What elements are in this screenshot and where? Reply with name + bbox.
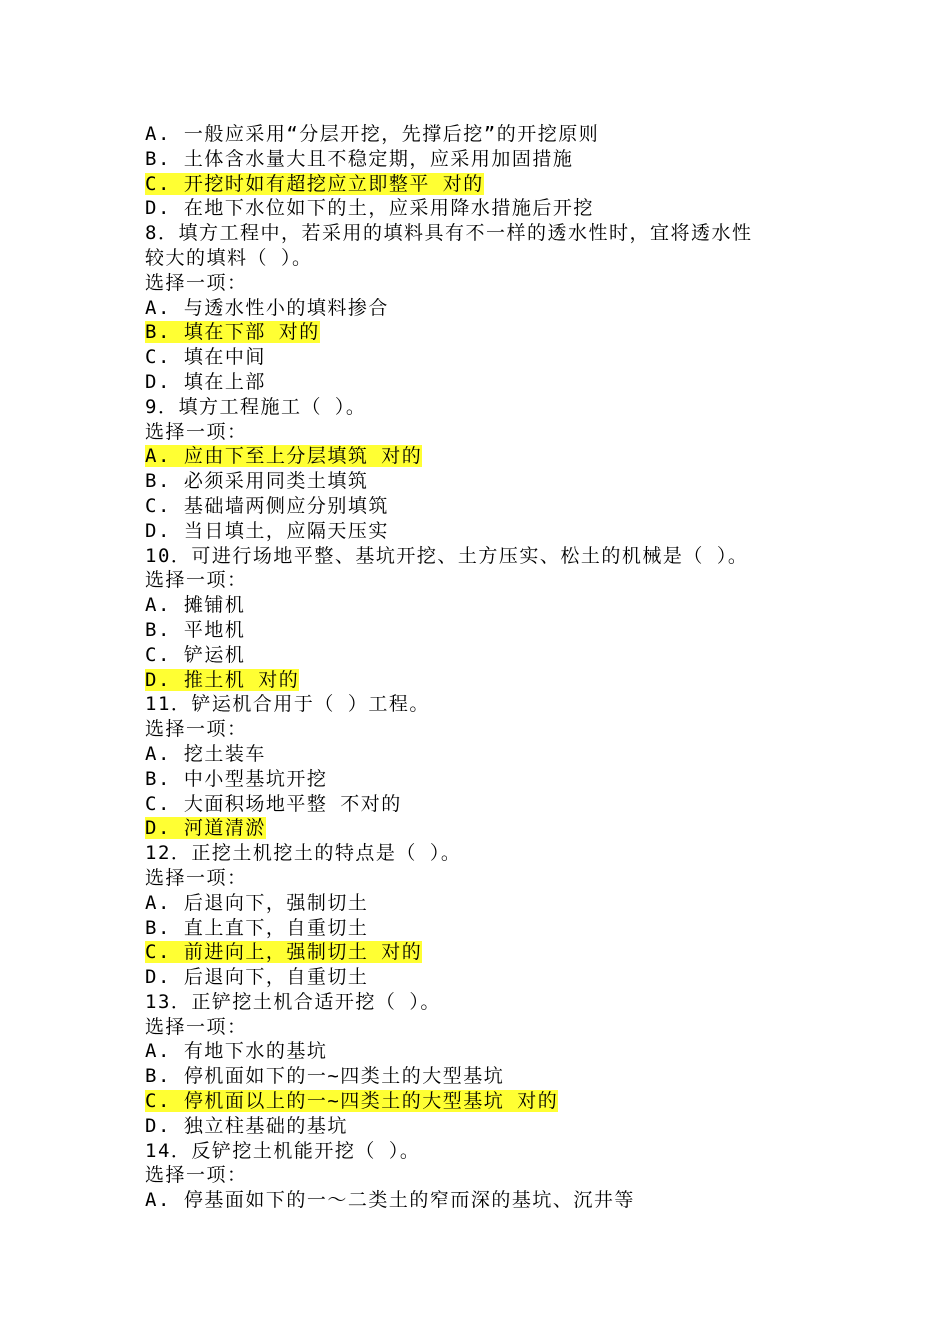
line-text: C. 基础墙两侧应分别填筑 [145, 494, 389, 517]
line-text: B. 停机面如下的一~四类土的大型基坑 [145, 1065, 505, 1088]
line-text: D. 河道清淤 [145, 817, 266, 840]
text-line [145, 866, 835, 891]
line-text: D. 当日填土，应隔天压实 [145, 519, 389, 542]
line-text: 选择一项： [145, 271, 248, 294]
line-text: B. 平地机 [145, 618, 246, 641]
text-line [145, 196, 835, 221]
line-text: 选择一项： [145, 1164, 248, 1187]
line-text: 14．反铲挖土机能开挖（ ）。 [145, 1139, 421, 1162]
text-line [145, 519, 835, 544]
text-line [145, 1163, 835, 1188]
line-text: C. 开挖时如有超挖应立即整平 对的 [145, 172, 484, 195]
line-text: C. 前进向上，强制切土 对的 [145, 941, 423, 964]
line-text: B. 必须采用同类土填筑 [145, 470, 369, 493]
text-line [145, 1139, 835, 1164]
text-line [145, 692, 835, 717]
line-text: 选择一项： [145, 420, 248, 443]
highlighted-answer-line [145, 172, 835, 197]
line-text: A. 与透水性小的填料掺合 [145, 296, 389, 319]
text-line [145, 271, 835, 296]
text-line [145, 1188, 835, 1213]
text-line [145, 767, 835, 792]
text-line [145, 370, 835, 395]
line-text: C. 铲运机 [145, 643, 246, 666]
line-text: A. 应由下至上分层填筑 对的 [145, 445, 423, 468]
line-text: 选择一项： [145, 1015, 248, 1038]
text-line [145, 469, 835, 494]
line-text: A. 有地下水的基坑 [145, 1040, 328, 1063]
question-text-block [145, 122, 835, 1213]
text-line [145, 345, 835, 370]
highlighted-answer-line [145, 444, 835, 469]
line-text: A. 摊铺机 [145, 594, 246, 617]
line-text: A. 后退向下，强制切土 [145, 891, 369, 914]
line-text: 选择一项： [145, 569, 248, 592]
line-text: C. 填在中间 [145, 346, 266, 369]
text-line [145, 593, 835, 618]
line-text: 较大的填料（ ）。 [145, 246, 313, 269]
line-text: 选择一项： [145, 718, 248, 741]
highlighted-answer-line [145, 320, 835, 345]
text-line [145, 147, 835, 172]
line-text: D. 在地下水位如下的土，应采用降水措施后开挖 [145, 197, 594, 220]
line-text: 12．正挖土机挖土的特点是（ ）。 [145, 842, 462, 865]
text-line [145, 568, 835, 593]
line-text: B. 土体含水量大且不稳定期，应采用加固措施 [145, 147, 574, 170]
text-line [145, 792, 835, 817]
text-line [145, 742, 835, 767]
highlighted-answer-line [145, 1089, 835, 1114]
line-text: D. 后退向下，自重切土 [145, 966, 369, 989]
text-line [145, 395, 835, 420]
line-text: 选择一项： [145, 866, 248, 889]
text-line [145, 643, 835, 668]
text-line [145, 990, 835, 1015]
highlighted-answer-line [145, 940, 835, 965]
text-line [145, 841, 835, 866]
line-text: 13．正铲挖土机合适开挖（ ）。 [145, 990, 441, 1013]
text-line [145, 965, 835, 990]
line-text: C. 大面积场地平整 不对的 [145, 792, 402, 815]
text-line [145, 494, 835, 519]
text-line [145, 122, 835, 147]
text-line [145, 420, 835, 445]
highlighted-answer-line [145, 816, 835, 841]
text-line [145, 544, 835, 569]
text-line [145, 296, 835, 321]
line-text: A. 停基面如下的一～二类土的窄而深的基坑、沉井等 [145, 1189, 635, 1212]
text-line [145, 1114, 835, 1139]
line-text: B. 填在下部 对的 [145, 321, 320, 344]
highlighted-answer-line [145, 668, 835, 693]
line-text: D. 填在上部 [145, 370, 266, 393]
line-text: B. 直上直下，自重切土 [145, 916, 369, 939]
text-line [145, 891, 835, 916]
text-line [145, 1064, 835, 1089]
line-text: A. 一般应采用“分层开挖，先撑后挖”的开挖原则 [145, 123, 600, 145]
line-text: 10．可进行场地平整、基坑开挖、土方压实、松土的机械是（ ）。 [145, 544, 749, 567]
text-line [145, 1015, 835, 1040]
line-text: 8．填方工程中，若采用的填料具有不一样的透水性时，宜将透水性 [145, 222, 753, 245]
line-text: D. 推土机 对的 [145, 668, 300, 691]
text-line [145, 618, 835, 643]
line-text: D. 独立柱基础的基坑 [145, 1114, 348, 1137]
line-text: 9．填方工程施工（ ）。 [145, 395, 367, 418]
line-text: B. 中小型基坑开挖 [145, 767, 328, 790]
line-text: A. 挖土装车 [145, 742, 266, 765]
text-line [145, 1039, 835, 1064]
text-line [145, 246, 835, 271]
line-text: 11．铲运机合用于（ ）工程。 [145, 693, 430, 716]
text-line [145, 221, 835, 246]
text-line [145, 916, 835, 941]
text-line [145, 717, 835, 742]
line-text: C. 停机面以上的一~四类土的大型基坑 对的 [145, 1090, 559, 1113]
